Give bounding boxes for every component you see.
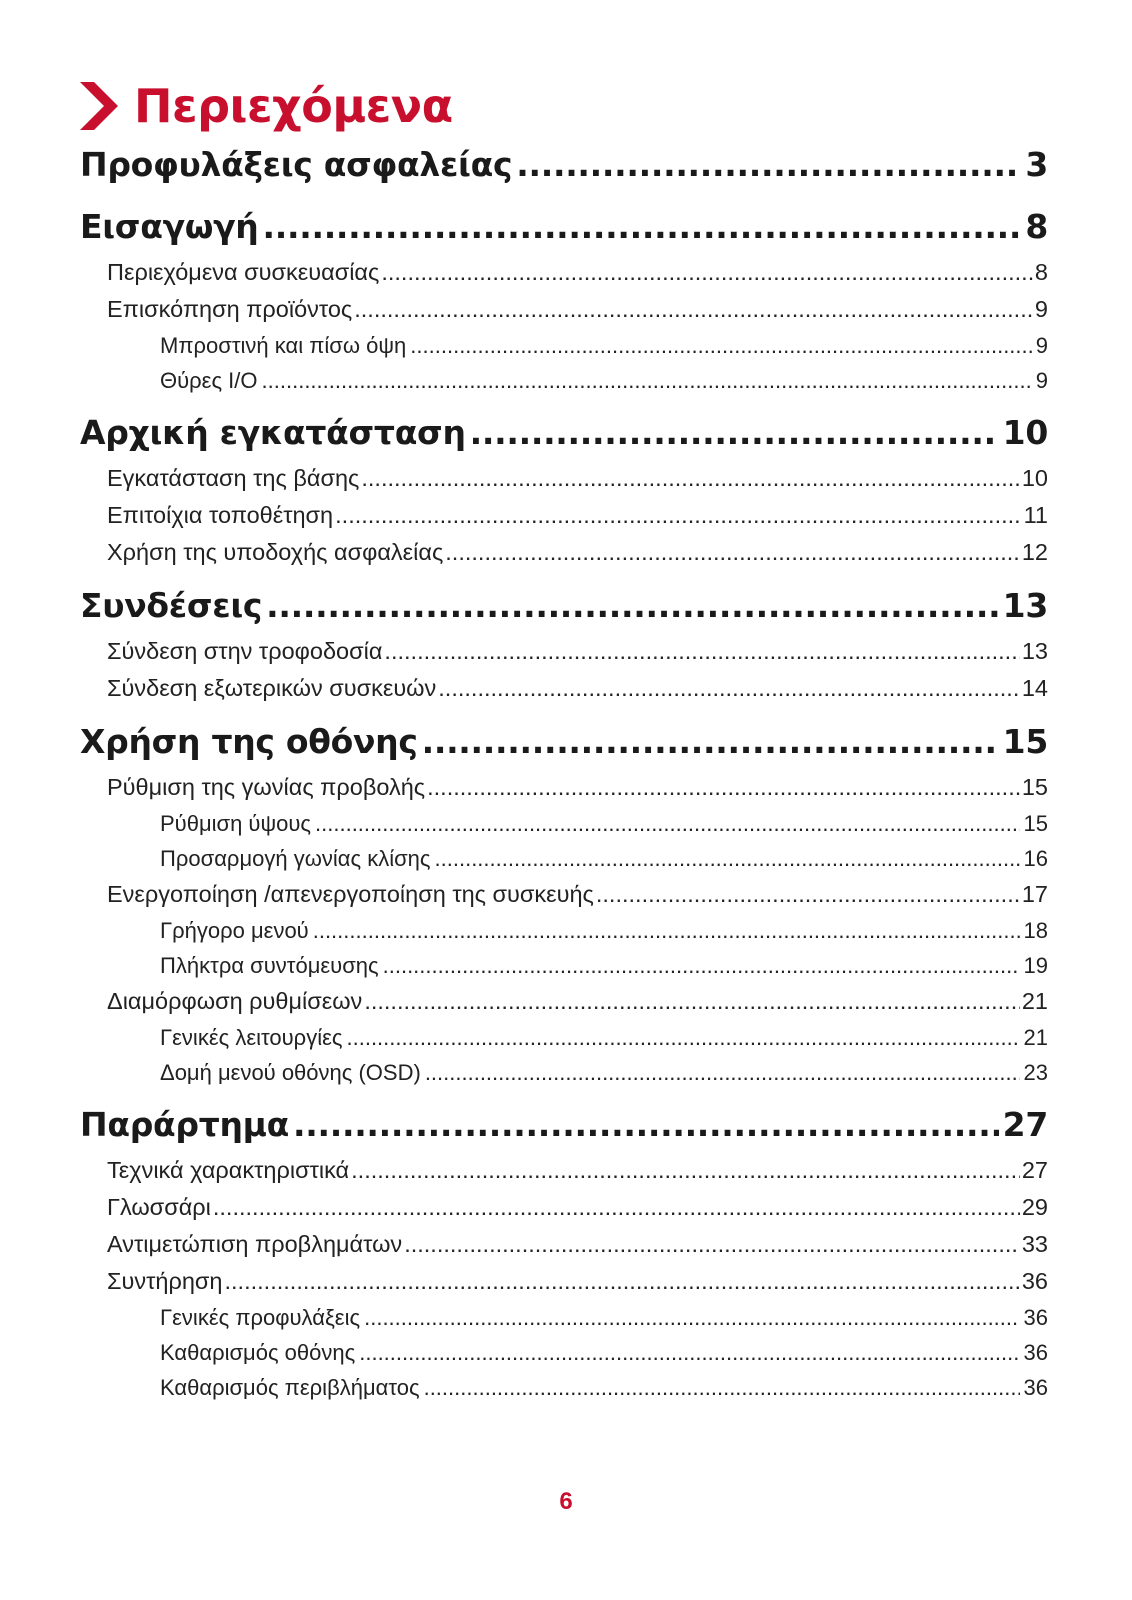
dot-leader — [266, 579, 999, 633]
dot-leader — [516, 138, 1021, 192]
toc-entry-label: Διαμόρφωση ρυθμίσεων — [107, 988, 363, 1014]
toc-entry-page: 10 — [1021, 465, 1048, 491]
page-title: Περιεχόμενα — [134, 79, 453, 133]
toc-entry-label: Συνδέσεις — [80, 586, 263, 625]
toc-entry-page: 21 — [1021, 988, 1048, 1014]
toc-entry-page: 17 — [1021, 881, 1048, 907]
dot-leader — [359, 1335, 1019, 1370]
toc-entry-level-3[interactable] — [80, 948, 1048, 983]
dot-leader — [435, 841, 1020, 876]
toc-entry-level-2[interactable] — [80, 460, 1048, 497]
toc-entry-level-1[interactable] — [80, 579, 1048, 633]
toc-entry-level-2[interactable] — [80, 876, 1048, 913]
toc-entry-label: Δομή μενού οθόνης (OSD) — [160, 1060, 421, 1085]
dot-leader — [381, 254, 1033, 291]
toc-entry-label: Γενικές προφυλάξεις — [160, 1305, 361, 1330]
dot-leader — [354, 291, 1033, 328]
toc-entry-page: 16 — [1023, 846, 1048, 871]
toc-entry-label: Σύνδεση στην τροφοδοσία — [107, 638, 383, 664]
page-header — [80, 74, 453, 138]
toc-entry-label: Επισκόπηση προϊόντος — [107, 296, 353, 322]
toc-entry-label: Εισαγωγή — [80, 207, 259, 246]
dot-leader — [438, 670, 1020, 707]
toc-entry-page: 15 — [1023, 811, 1048, 836]
toc-entry-page: 9 — [1034, 296, 1048, 322]
dot-leader — [263, 200, 1022, 254]
toc-entry-level-1[interactable] — [80, 200, 1048, 254]
toc-entry-level-3[interactable] — [80, 1335, 1048, 1370]
toc-entry-page: 33 — [1021, 1231, 1048, 1257]
toc-entry-page: 18 — [1023, 918, 1048, 943]
toc-entry-label: Πλήκτρα συντόμευσης — [160, 953, 379, 978]
dot-leader — [315, 806, 1020, 841]
dot-leader — [364, 983, 1020, 1020]
toc-entry-page: 27 — [1002, 1105, 1048, 1144]
dot-leader — [262, 363, 1032, 398]
chevron-right-icon — [80, 82, 118, 130]
toc-entry-level-3[interactable] — [80, 1300, 1048, 1335]
toc-entry-label: Γενικές λειτουργίες — [160, 1025, 343, 1050]
toc-entry-label: Επιτοίχια τοποθέτηση — [107, 502, 334, 528]
toc-entry-label: Χρήση της υποδοχής ασφαλείας — [107, 539, 444, 565]
toc-entry-level-3[interactable] — [80, 806, 1048, 841]
dot-leader — [470, 406, 999, 460]
toc-entry-level-2[interactable] — [80, 1152, 1048, 1189]
toc-entry-page: 29 — [1021, 1194, 1048, 1220]
toc-entry-page: 23 — [1023, 1060, 1048, 1085]
dot-leader — [427, 769, 1020, 806]
toc-entry-label: Αρχική εγκατάσταση — [80, 413, 466, 452]
toc-entry-level-2[interactable] — [80, 633, 1048, 670]
toc-entry-page: 15 — [1002, 722, 1048, 761]
toc-entry-level-2[interactable] — [80, 1226, 1048, 1263]
toc-entry-page: 14 — [1021, 675, 1048, 701]
toc-entry-label: Παράρτημα — [80, 1105, 290, 1144]
dot-leader — [225, 1263, 1020, 1300]
dot-leader — [293, 1098, 999, 1152]
toc-entry-label: Περιεχόμενα συσκευασίας — [107, 259, 380, 285]
toc-entry-level-2[interactable] — [80, 1189, 1048, 1226]
toc-entry-label: Καθαρισμός οθόνης — [160, 1340, 356, 1365]
toc-entry-label: Θύρες I/O — [160, 368, 258, 393]
toc-entry-label: Αντιμετώπιση προβλημάτων — [107, 1231, 403, 1257]
toc-entry-level-1[interactable] — [80, 138, 1048, 192]
toc-entry-level-1[interactable] — [80, 715, 1048, 769]
toc-entry-level-2[interactable] — [80, 670, 1048, 707]
toc-entry-label: Χρήση της οθόνης — [80, 722, 418, 761]
dot-leader — [384, 633, 1019, 670]
toc-entry-page: 12 — [1021, 539, 1048, 565]
dot-leader — [361, 460, 1019, 497]
dot-leader — [404, 1226, 1020, 1263]
toc-entry-page: 9 — [1035, 368, 1048, 393]
toc-entry-page: 15 — [1021, 774, 1048, 800]
toc-entry-label: Σύνδεση εξωτερικών συσκευών — [107, 675, 437, 701]
toc-entry-level-3[interactable] — [80, 1370, 1048, 1405]
dot-leader — [351, 1152, 1020, 1189]
dot-leader — [410, 328, 1031, 363]
toc-entry-page: 3 — [1025, 145, 1048, 184]
toc-entry-label: Προσαρμογή γωνίας κλίσης — [160, 846, 431, 871]
dot-leader — [422, 715, 999, 769]
toc-entry-level-2[interactable] — [80, 497, 1048, 534]
toc-entry-page: 36 — [1023, 1305, 1048, 1330]
dot-leader — [313, 913, 1020, 948]
toc-entry-page: 21 — [1023, 1025, 1048, 1050]
toc-entry-label: Ενεργοποίηση /απενεργοποίηση της συσκευής — [107, 881, 594, 907]
toc-entry-page: 36 — [1023, 1340, 1048, 1365]
toc-entry-label: Ρύθμιση της γωνίας προβολής — [107, 774, 426, 800]
toc-entry-page: 36 — [1023, 1375, 1048, 1400]
toc-entry-label: Προφυλάξεις ασφαλείας — [80, 145, 513, 184]
toc-entry-level-3[interactable] — [80, 841, 1048, 876]
dot-leader — [347, 1020, 1020, 1055]
toc-entry-level-1[interactable] — [80, 406, 1048, 460]
toc-entry-level-2[interactable] — [80, 1263, 1048, 1300]
dot-leader — [364, 1300, 1019, 1335]
toc-entry-label: Γλωσσάρι — [107, 1194, 211, 1220]
toc-entry-label: Συντήρηση — [107, 1268, 223, 1294]
toc-entry-level-2[interactable] — [80, 983, 1048, 1020]
dot-leader — [445, 534, 1020, 571]
toc-entry-page: 10 — [1002, 413, 1048, 452]
toc-entry-page: 8 — [1025, 207, 1048, 246]
toc-entry-label: Ρύθμιση ύψους — [160, 811, 312, 836]
toc-entry-level-3[interactable] — [80, 1020, 1048, 1055]
toc-entry-level-2[interactable] — [80, 534, 1048, 571]
dot-leader — [424, 1370, 1020, 1405]
toc-entry-page: 36 — [1021, 1268, 1048, 1294]
toc-entry-label: Εγκατάσταση της βάσης — [107, 465, 360, 491]
toc-entry-level-2[interactable] — [80, 291, 1048, 328]
toc-entry-page: 27 — [1021, 1157, 1048, 1183]
toc-entry-label: Καθαρισμός περιβλήματος — [160, 1375, 420, 1400]
toc-entry-page: 13 — [1021, 638, 1048, 664]
toc-entry-level-3[interactable] — [80, 363, 1048, 398]
table-of-contents — [80, 138, 1048, 1405]
page-number: 6 — [559, 1488, 573, 1515]
toc-entry-label: Μπροστινή και πίσω όψη — [160, 333, 407, 358]
toc-entry-level-3[interactable] — [80, 328, 1048, 363]
dot-leader — [596, 876, 1020, 913]
dot-leader — [213, 1189, 1020, 1226]
toc-entry-level-1[interactable] — [80, 1098, 1048, 1152]
toc-entry-page: 13 — [1002, 586, 1048, 625]
toc-entry-page: 11 — [1023, 502, 1048, 528]
toc-entry-level-2[interactable] — [80, 254, 1048, 291]
toc-entry-level-3[interactable] — [80, 1055, 1048, 1090]
dot-leader — [425, 1055, 1020, 1090]
toc-entry-label: Τεχνικά χαρακτηριστικά — [107, 1157, 350, 1183]
toc-entry-page: 9 — [1035, 333, 1048, 358]
toc-entry-page: 19 — [1023, 953, 1048, 978]
toc-entry-page: 8 — [1034, 259, 1048, 285]
toc-entry-level-2[interactable] — [80, 769, 1048, 806]
dot-leader — [335, 497, 1021, 534]
toc-entry-label: Γρήγορο μενού — [160, 918, 309, 943]
dot-leader — [383, 948, 1020, 983]
toc-entry-level-3[interactable] — [80, 913, 1048, 948]
